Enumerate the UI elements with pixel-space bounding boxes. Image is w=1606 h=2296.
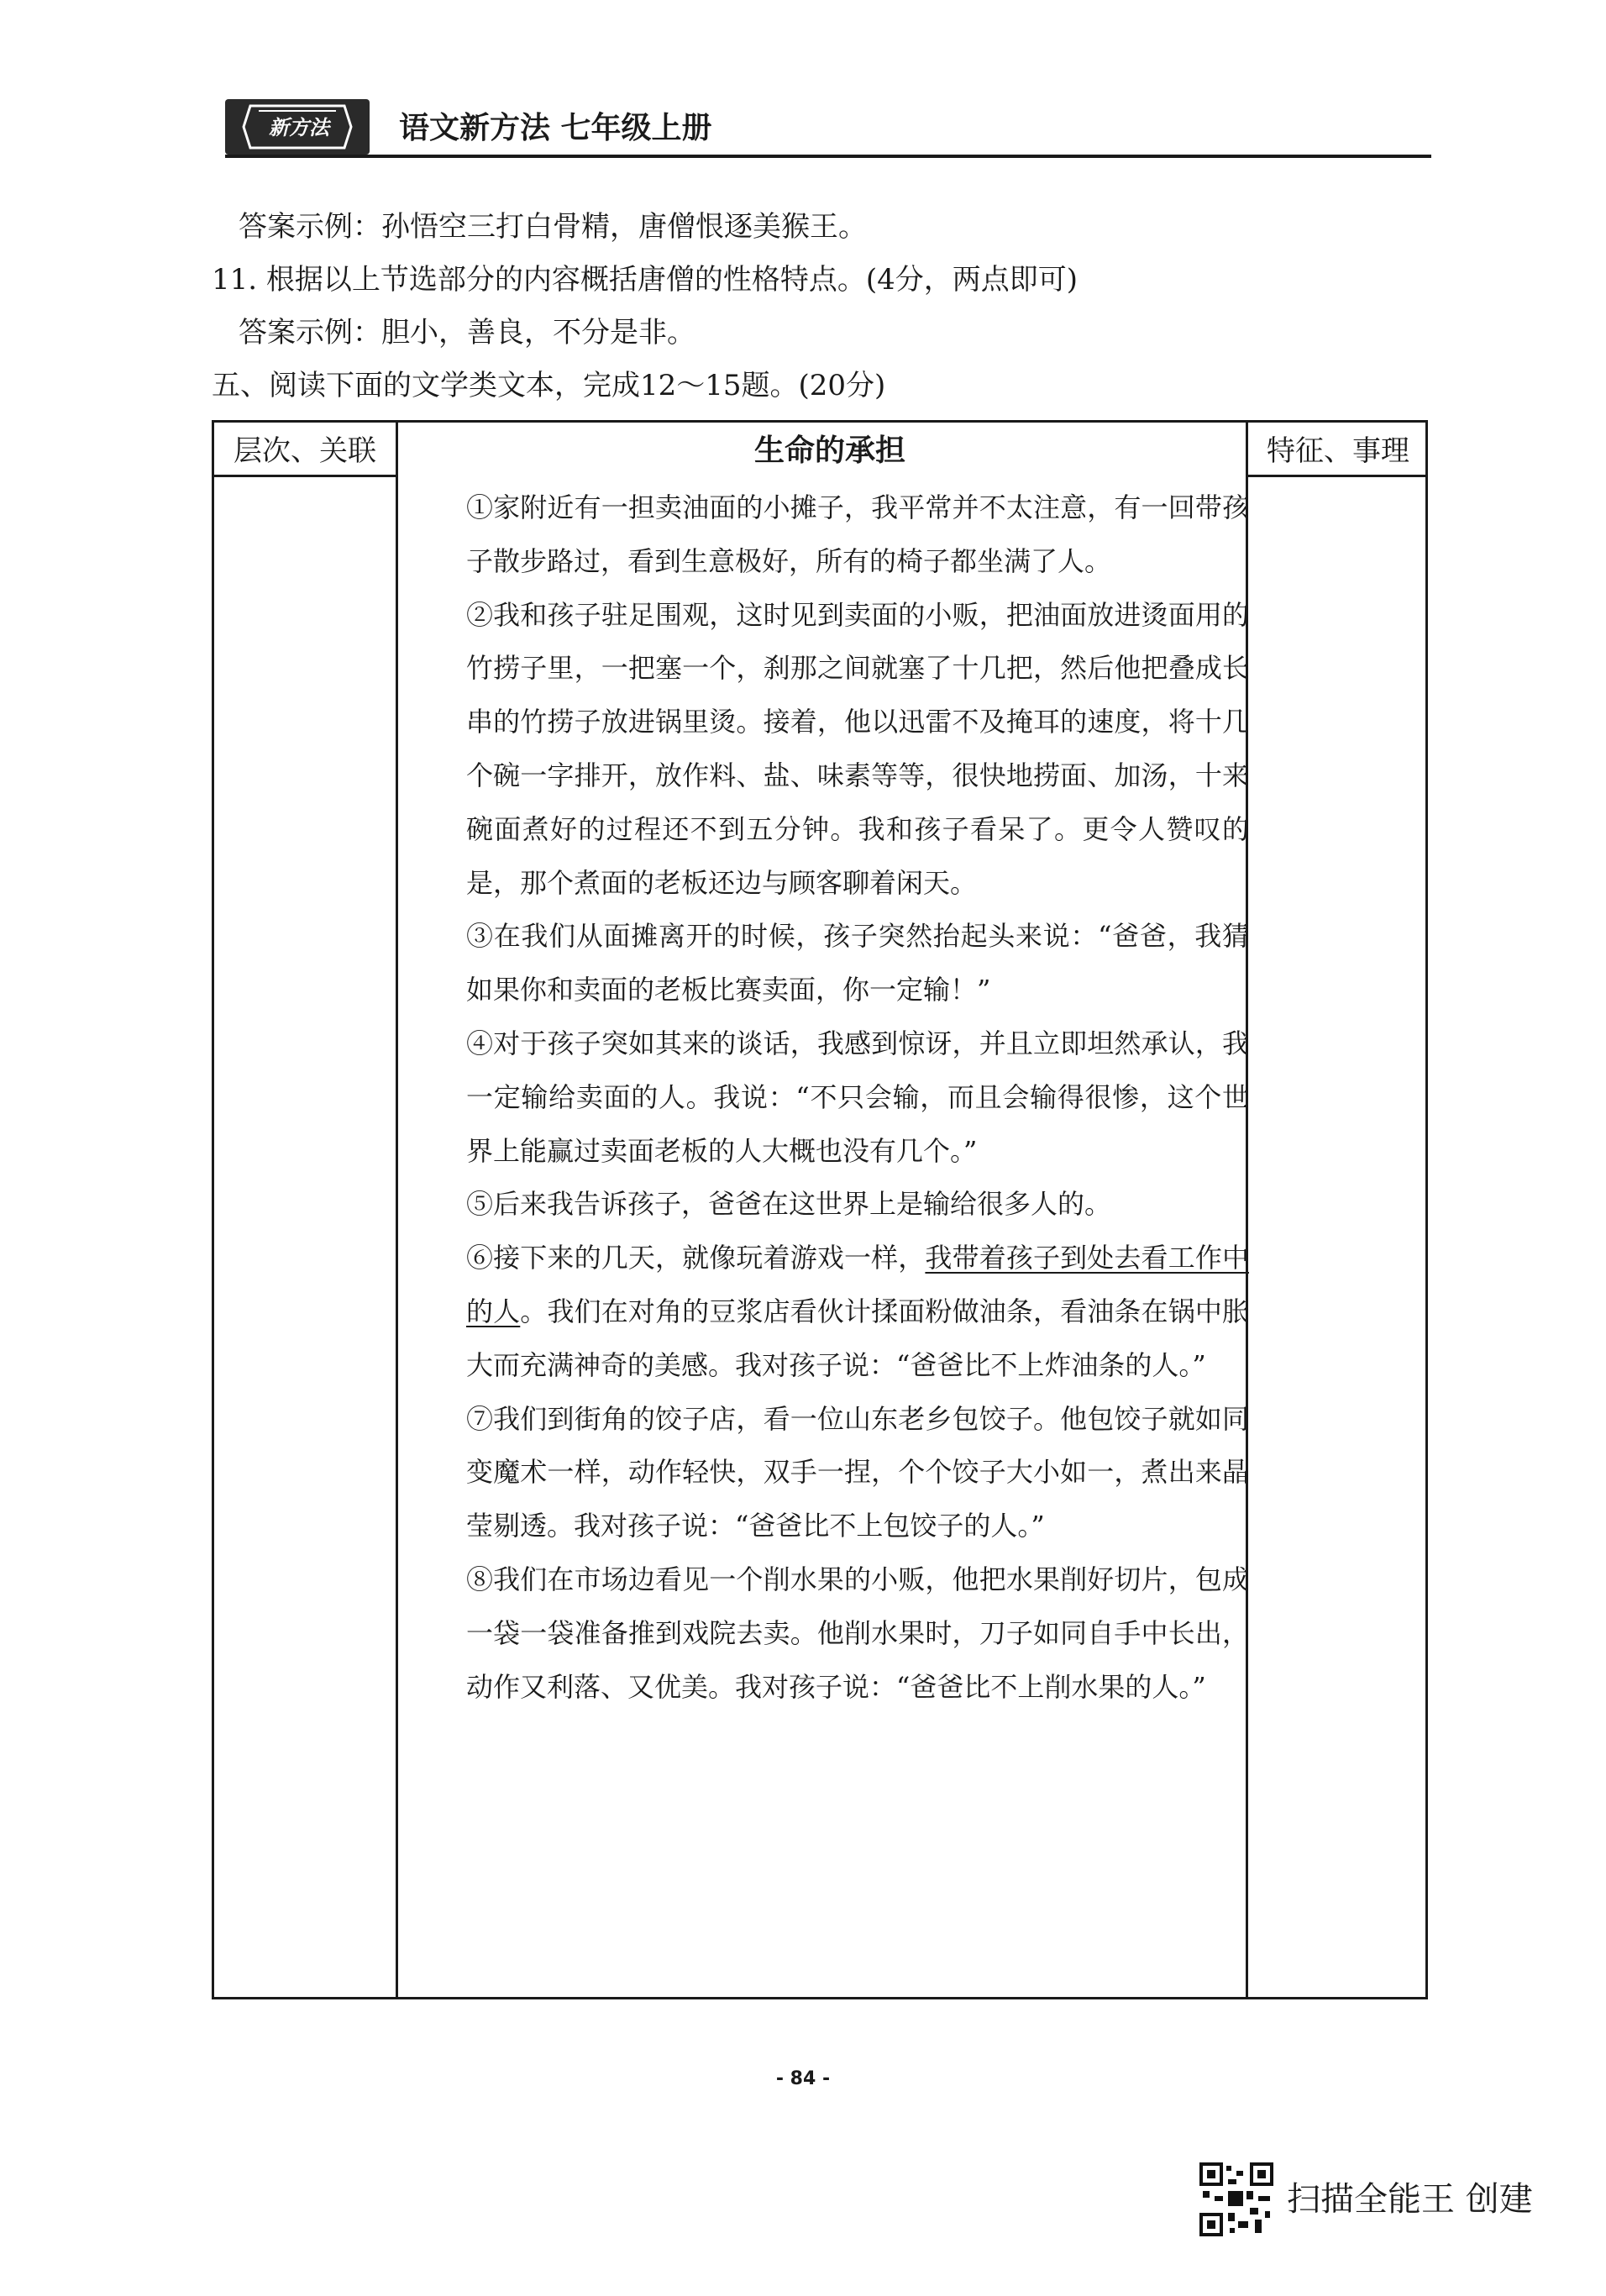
table-divider-left bbox=[396, 423, 398, 1997]
paragraph-7: ⑦我们到街角的饺子店，看一位山东老乡包饺子。他包饺子就如同变魔术一样，动作轻快，双手一捏，个个饺子大小如一，煮出来晶莹剔透。我对孩子说：“爸爸比不上包饺子的人。” bbox=[466, 1402, 1249, 1542]
book-title: 语文新方法 七年级上册 bbox=[399, 111, 712, 145]
reading-table bbox=[212, 420, 1428, 1999]
paragraph-6 bbox=[409, 1232, 1249, 1392]
column-header-level: 层次、关联 bbox=[234, 434, 376, 468]
qr-code-icon bbox=[1199, 2162, 1273, 2236]
section5-instruction: 五、阅读下面的文学类文本，完成12～15题。(20分) bbox=[212, 369, 886, 402]
logo-text: 新方法 bbox=[269, 115, 329, 139]
page-number: - 84 - bbox=[775, 2068, 831, 2089]
q11-question: 11. 根据以上节选部分的内容概括唐僧的性格特点。(4分，两点即可) bbox=[212, 263, 1079, 297]
paragraph-3: ③在我们从面摊离开的时候，孩子突然抬起头来说：“爸爸，我猜如果你和卖面的老板比赛卖面，你一定输！” bbox=[466, 920, 1249, 1006]
paragraph-6-rest: 。我们在对角的豆浆店看伙计揉面粉做油条，看油条在锅中胀大而充满神奇的美感。我对孩子说：“爸爸比不上炸油条的人。” bbox=[466, 1295, 1249, 1381]
paragraph-5: ⑤后来我告诉孩子，爸爸在这世界上是输给很多人的。 bbox=[466, 1188, 1112, 1221]
paragraph-6-lead: ⑥接下来的几天，就像玩着游戏一样， bbox=[466, 1242, 926, 1274]
q10-answer: 答案示例：孙悟空三打白骨精，唐僧恨逐美猴王。 bbox=[239, 210, 867, 244]
scanner-watermark: 扫描全能王 创建 bbox=[1287, 2180, 1533, 2219]
paragraph-8: ⑧我们在市场边看见一个削水果的小贩，他把水果削好切片，包成一袋一袋准备推到戏院去卖。他削水果时，刀子如同自手中长出，动作又利落、又优美。我对孩子说：“爸爸比不上削水果的人。” bbox=[466, 1563, 1249, 1703]
table-header-rule-left bbox=[214, 475, 396, 477]
article-body bbox=[409, 481, 1249, 1714]
article-title: 生命的承担 bbox=[753, 433, 905, 468]
q11-answer: 答案示例：胆小，善良，不分是非。 bbox=[239, 316, 695, 349]
paragraph-1: ①家附近有一担卖油面的小摊子，我平常并不太注意，有一回带孩子散步路过，看到生意极好，所有的椅子都坐满了人。 bbox=[466, 491, 1249, 577]
underlined-sentence: 我带着孩子到处去看工作中的人 bbox=[466, 1242, 1249, 1327]
paragraph-4: ④对于孩子突如其来的谈话，我感到惊讶，并且立即坦然承认，我一定输给卖面的人。我说：“不只会输，而且会输得很惨，这个世界上能赢过卖面老板的人大概也没有几个。” bbox=[466, 1027, 1249, 1167]
header-divider bbox=[225, 155, 1431, 158]
paragraph-2: ②我和孩子驻足围观，这时见到卖面的小贩，把油面放进烫面用的竹捞子里，一把塞一个，刹那之间就塞了十几把，然后他把叠成长串的竹捞子放进锅里烫。接着，他以迅雷不及掩耳的速度，将十几个碗一字排开，放作料、盐、味素等等，很快地捞面、加汤，十来碗面煮好的过程还不到五分钟。我和孩子看呆了。更令人赞叹的是，那个煮面的老板还边与顾客聊着闲天。 bbox=[466, 598, 1249, 899]
publisher-logo bbox=[225, 99, 370, 155]
table-header-rule-right bbox=[1248, 475, 1425, 477]
column-header-feature: 特征、事理 bbox=[1267, 434, 1409, 468]
